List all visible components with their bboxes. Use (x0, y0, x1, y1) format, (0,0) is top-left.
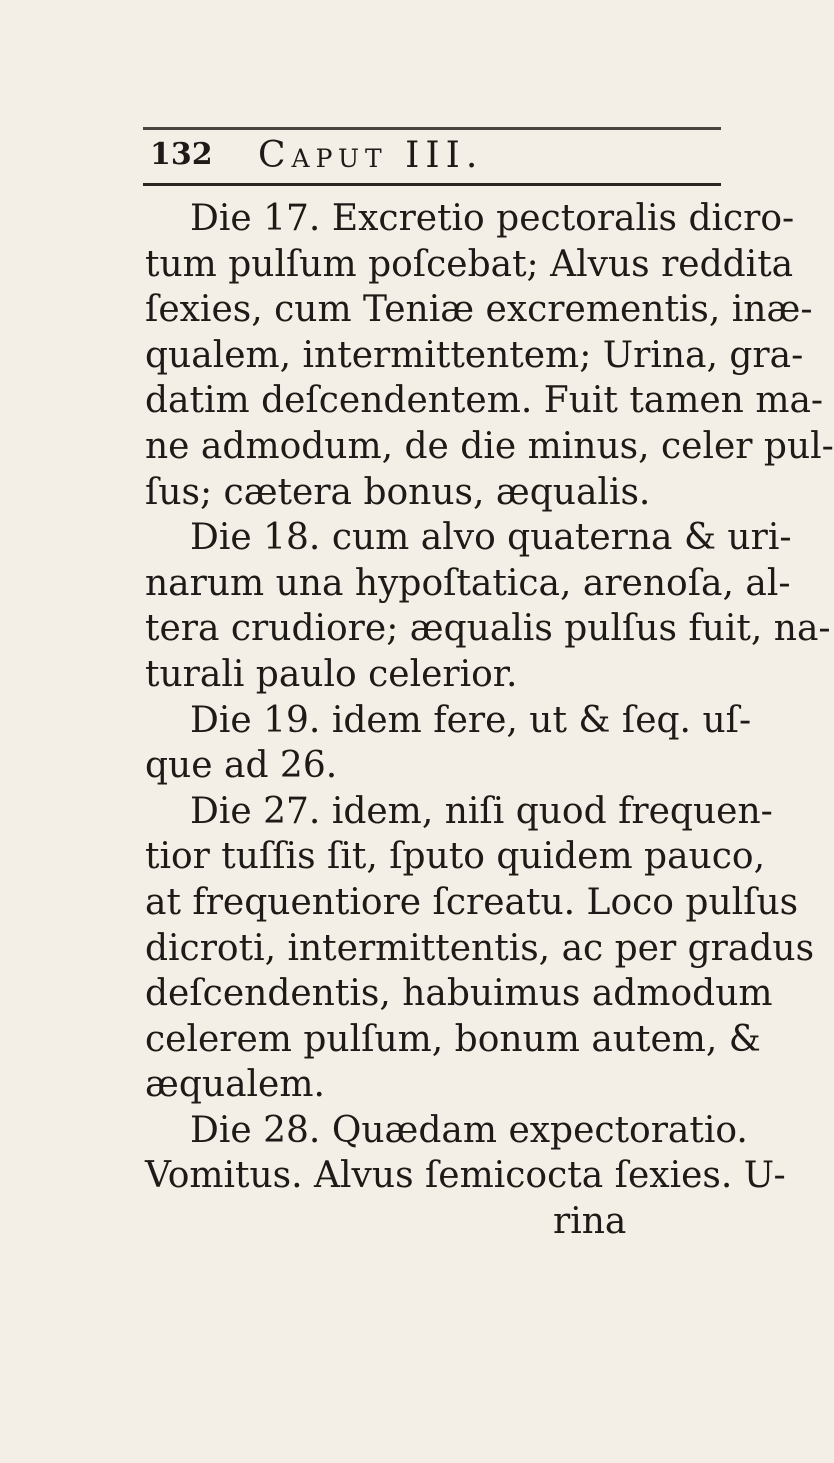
text-line: tera crudiore; æqualis pulſus fuit, na- (145, 608, 831, 650)
page-header (150, 135, 720, 185)
text-line: at frequentiore ſcreatu. Loco pulſus (145, 881, 799, 923)
text-line: turali paulo celerior. (145, 653, 518, 695)
text-line: ſus; cætera bonus, æqualis. (145, 471, 651, 513)
text-line: Die 28. Quædam expectoratio. (190, 1109, 748, 1151)
header-rule (143, 183, 721, 186)
page-number: 132 (150, 137, 213, 172)
top-rule (143, 127, 721, 130)
text-line: datim deſcendentem. Fuit tamen ma- (145, 380, 824, 422)
text-line: tum pulſum poſcebat; Alvus reddita (145, 243, 794, 285)
catchword: rina (553, 1201, 627, 1243)
text-line: tior tuſſis ſit, ſputo quidem pauco, (145, 836, 766, 878)
text-line: ſexies, cum Teniæ excrementis, inæ- (145, 289, 813, 331)
text-line: ne admodum, de die minus, celer pul- (145, 425, 834, 467)
text-line: Die 19. idem fere, ut & ſeq. uſ- (190, 699, 752, 741)
body-text (145, 196, 834, 1245)
text-line: narum una hypoſtatica, arenoſa, al- (145, 562, 791, 604)
text-line: que ad 26. (145, 745, 338, 787)
text-line: Die 17. Excretio pectoralis dicro- (190, 198, 795, 239)
running-head: Caput III. (258, 135, 484, 176)
text-line: Die 27. idem, niſi quod frequen- (190, 790, 773, 832)
text-line: celerem pulſum, bonum autem, & (145, 1018, 761, 1060)
text-line: Die 18. cum alvo quaterna & uri- (190, 517, 792, 559)
text-line: qualem, intermittentem; Urina, gra- (145, 334, 804, 376)
text-line: deſcendentis, habuimus admodum (145, 973, 773, 1015)
text-line: dicroti, intermittentis, ac per gradus (145, 927, 815, 969)
text-line: Vomitus. Alvus ſemicocta ſexies. U- (145, 1155, 786, 1197)
text-line: æqualem. (145, 1064, 325, 1106)
